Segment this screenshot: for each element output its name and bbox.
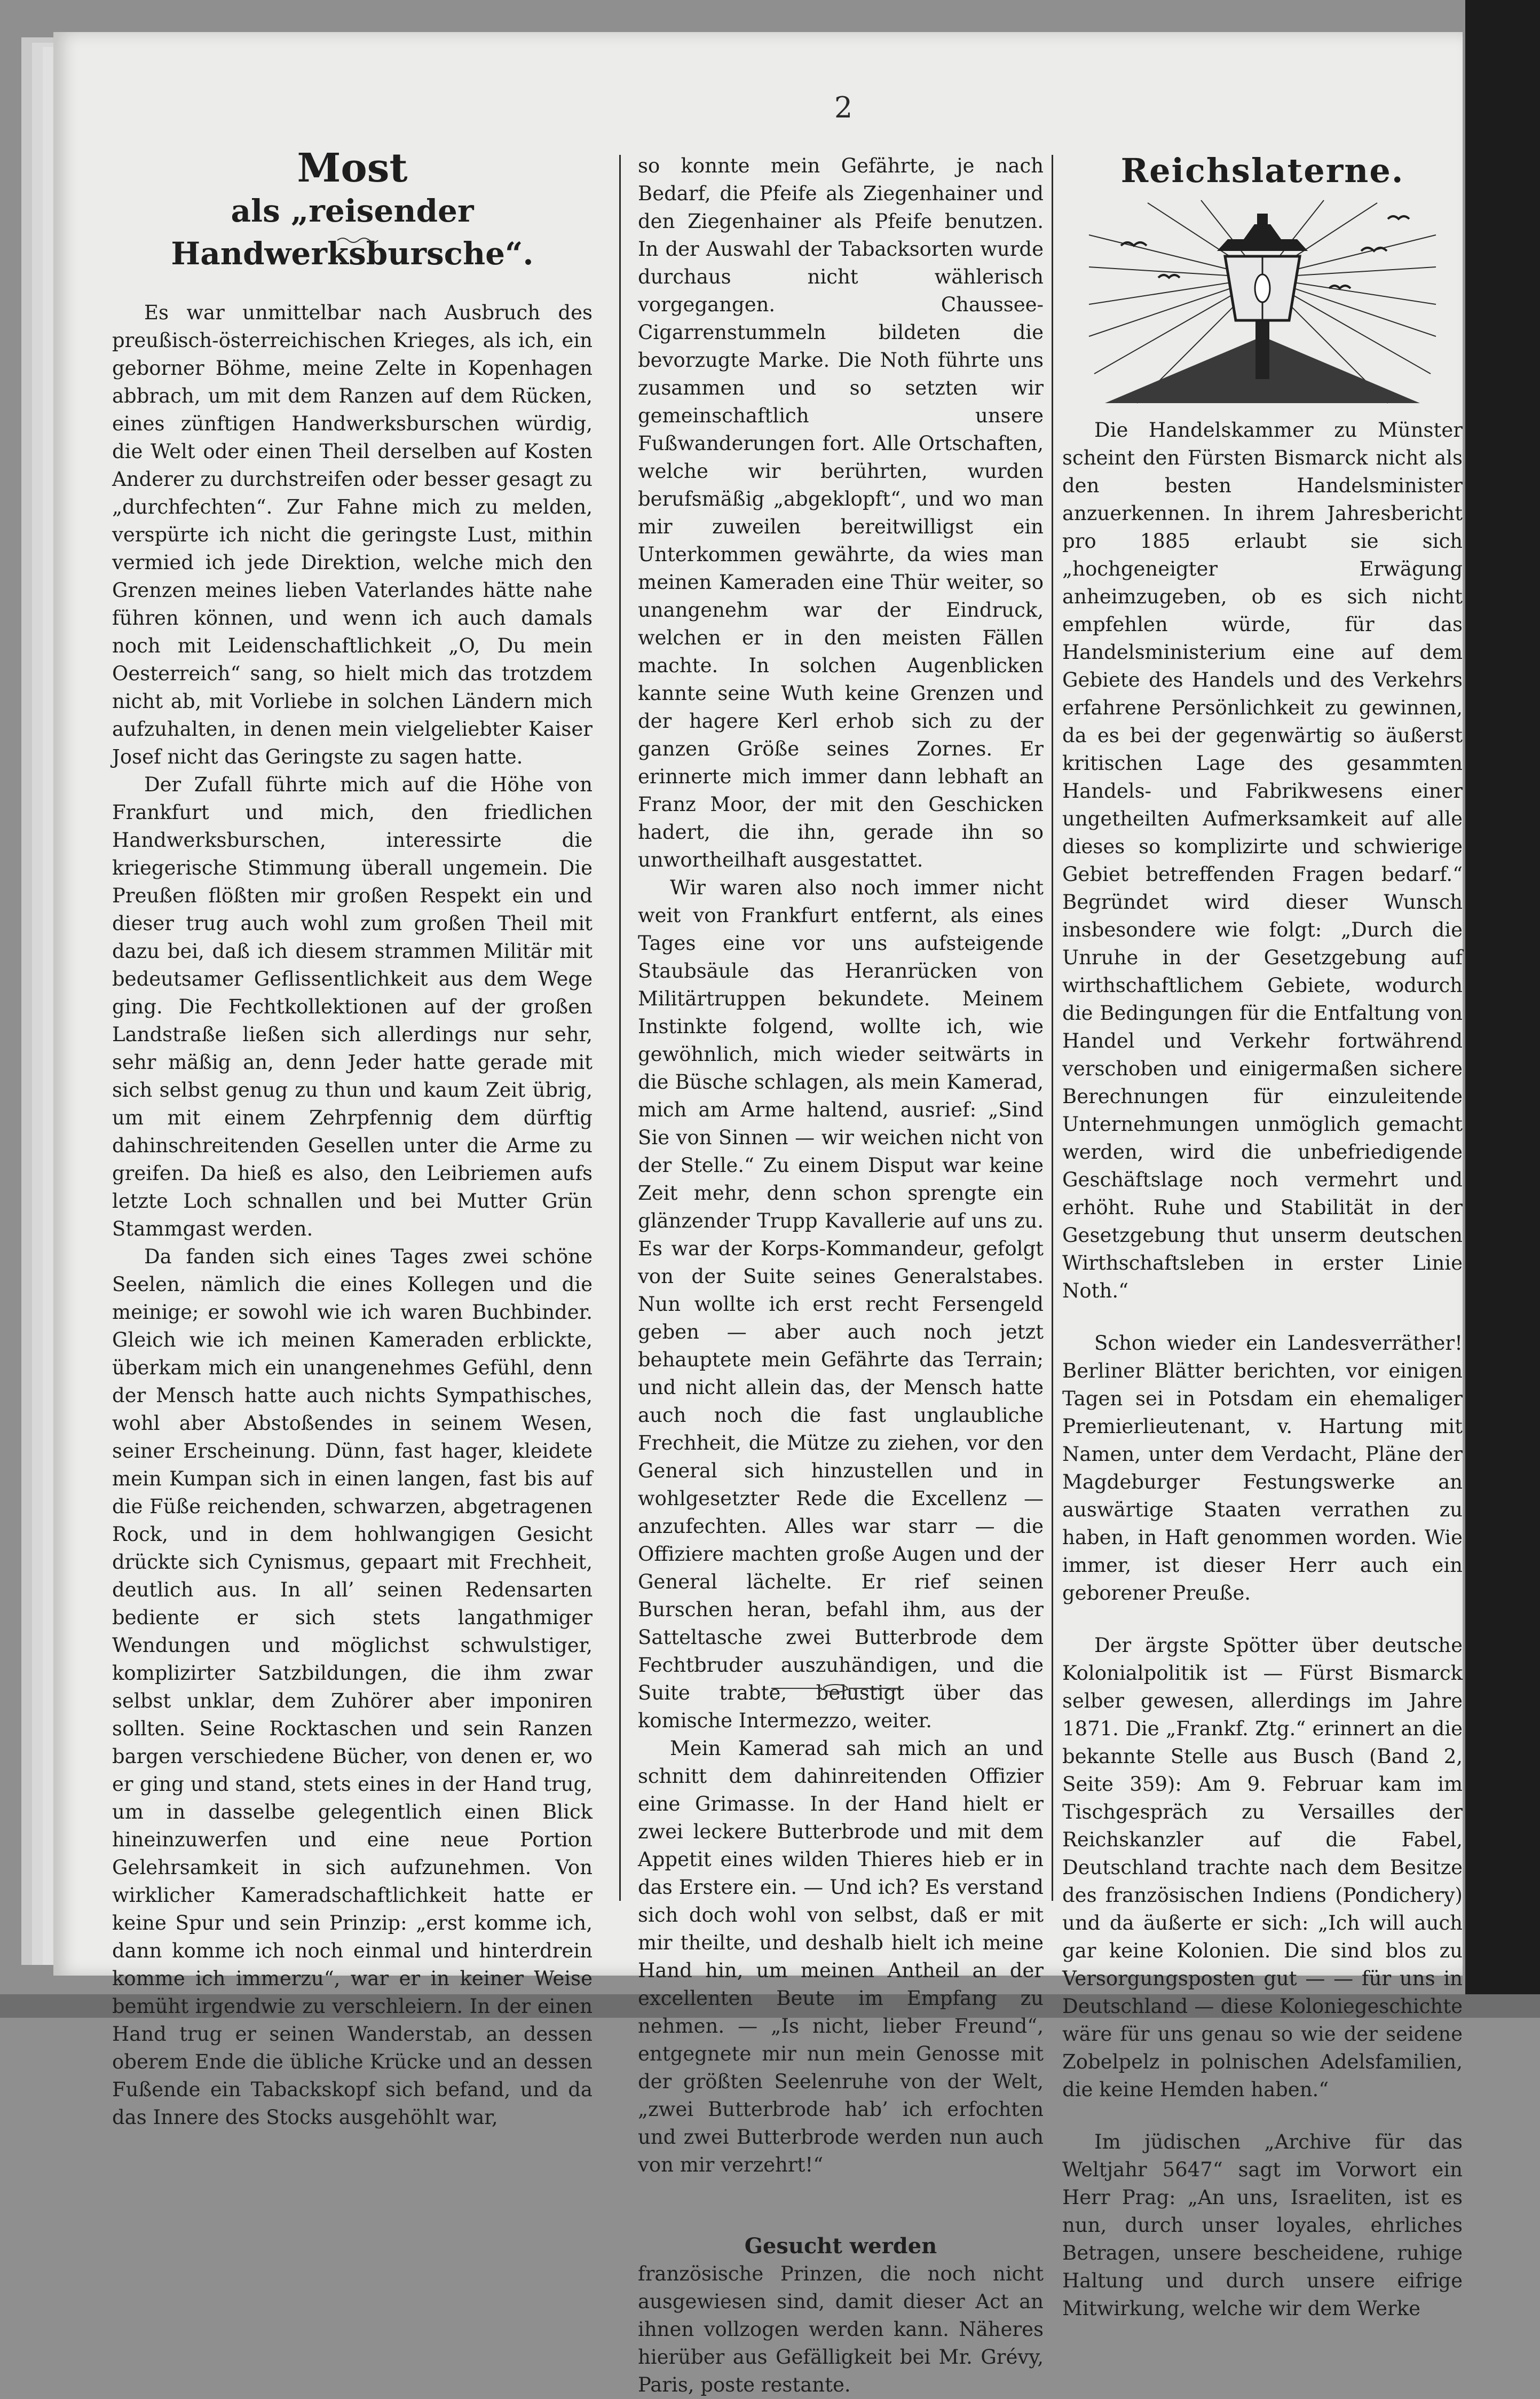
- ornamental-separator-icon: [771, 1682, 899, 1695]
- article-title: Most: [297, 145, 408, 191]
- spacer: [638, 2179, 1044, 2227]
- article-paragraph: Der Zufall führte mich auf die Höhe von Frankfurt und mich, den friedlichen Handwerksburschen, interessirte die kriegerische Stimmung überall ungemein. Die Preußen flößten mir großen Respekt ein und dieser trug auch wohl zum großen Theil mit dazu bei, daß ich diesem strammen Militär mit bedeutsamer Geflissentlichkeit aus dem Wege ging. Die Fechtkollektionen auf der großen Landstraße ließen sich allerdings nur sehr, sehr mäßig an, denn Jeder hatte gerade mit sich selbst genug zu thun und kaum Zeit übrig, um mit einem Zehrpfennig dem dürftig dahinschreitenden Gesellen unter die Arme zu greifen. Da hieß es also, den Leibriemen aufs letzte Loch schnallen und bei Mutter Grün Stammgast werden.: [112, 773, 593, 1240]
- column-rule: [1052, 155, 1053, 1901]
- column-rule: [619, 155, 621, 1901]
- article-paragraph: Wir waren also noch immer nicht weit von Frankfurt entfernt, als eines Tages eine vor uns aufsteigende Staubsäule das Heranrücken von Militärtruppen bekundete. Meinem Instinkte folgend, wollte ich, wie gewöhnlich, mich wieder seitwärts in die Büsche schlagen, als mein Kamerad, mich am Arme haltend, ausrief: „Sind Sie von Sinnen — wir weichen nicht von der Stelle.“ Zu einem Disput war keine Zeit mehr, denn schon sprengte ein glänzender Trupp Kavallerie auf uns zu. Es war der Korps-Kommandeur, gefolgt von der Suite seines Generalstabes. Nun wollte ich erst recht Fersengeld geben — aber auch noch jetzt behauptete mein Gefährte das Terrain; und nicht allein das, der Mensch hatte auch noch die fast unglaubliche Frechheit, die Mütze zu ziehen, vor den General sich hinzustellen und in wohlgesetzter Rede die Excellenz — anzufechten. Alles war starr — die Offiziere machten große Augen und der General lächelte. Er rief seinen Burschen heran, befahl ihm, aus der Satteltasche zwei Butterbrode dem Fechtbruder auszuhändigen, und die Suite trabte, belustigt über das komische Intermezzo, weiter.: [638, 876, 1044, 1732]
- page-number: 2: [834, 91, 853, 124]
- scan-background-edge: [1465, 0, 1540, 2018]
- news-item: [1062, 1632, 1463, 2104]
- news-item: [1062, 416, 1463, 1305]
- article-paragraph: Mein Kamerad sah mich an und schnitt dem dahinreitenden Offizier eine Grimasse. In der Hand hielt er zwei leckere Butterbrode und mit dem Appetit eines wilden Thieres hieb er in das Erstere ein. — Und ich? Es verstand sich doch wohl von selbst, daß er mit mir theilte, und deshalb hielt ich meine Hand hin, um meinen Antheil an der excellenten Beute im Empfang zu nehmen. — „Is nicht, lieber Freund“, entgegnete mir nun mein Genosse mit der größten Seelenruhe von der Welt, „zwei Butterbrode hab’ ich erfochten und zwei Butterbrode werden nun auch von mir verzehrt!“: [638, 1737, 1044, 2176]
- news-paragraph: Die Handelskammer zu Münster scheint den Fürsten Bismarck nicht als den besten Handelsminister anzuerkennen. In ihrem Jahresbericht pro 1885 erlaubt sie sich „hochgeneigter Erwägung anheimzugeben, ob es sich nicht empfehlen würde, für das Handelsministerium eine auf dem Gebiete des Handels und des Verkehrs erfahrene Persönlichkeit zu gewinnen, da es bei der gegenwärtig so äußerst kritischen Lage des gesammten Handels- und Fabrikwesens einer ungetheilten Aufmerksamkeit auf alle dieses so komplizirte und schwierige Gebiet betreffenden Fragen bedarf.“ Begründet wird dieser Wunsch insbesondere wie folgt: „Durch die Unruhe in der Gesetzgebung auf wirthschaftlichem Gebiete, wodurch die Bedingungen für die Entfaltung von Handel und Verkehr fortwährend verschoben und einigermaßen sichere Berechnungen für einzuleitende Unternehmungen unmöglich gemacht werden, wird die unbefriedigende Geschäftslage noch vermehrt und erhöht. Ruhe und Stabilität in der Gesetzgebung thut unserm deutschen Wirthschaftsleben in erster Linie Noth.“: [1062, 419, 1463, 1302]
- left-column: [112, 299, 593, 2129]
- title-ornament-icon: [336, 235, 379, 246]
- article-paragraph: so konnte mein Gefährte, je nach Bedarf, die Pfeife als Ziegenhainer und den Ziegenhainer als Pfeife benutzen. In der Auswahl der Tabacksorten wurde durchaus nicht wählerisch vorgegangen. Chaussee-Cigarrenstummeln bildeten die bevorzugte Marke. Die Noth führte uns zusammen und so setzten wir gemeinschaftlich unsere Fußwanderungen fort. Alle Ortschaften, welche wir berührten, wurden berufsmäßig „abgeklopft“, und wo man mir zuweilen bereitwilligst ein Unterkommen gewährte, da wies man meinen Kameraden eine Thür weiter, so unangenehm war der Eindruck, welchen er in den meisten Fällen machte. In solchen Augenblicken kannte seine Wuth keine Grenzen und der hagere Kerl erhob sich zu der ganzen Größe seines Zornes. Er erinnerte mich immer dann lebhaft an Franz Moor, der mit den Geschicken hadert, die ihn, gerade ihn so unwortheilhaft ausgestattet.: [638, 154, 1044, 871]
- news-paragraph: Im jüdischen „Archive für das Weltjahr 5647“ sagt im Vorwort ein Herr Prag: „An uns, Israeliten, ist es nun, durch unser loyales, ehrliches Betragen, unsere bescheidene, ruhige Haltung und durch unsere eifrige Mitwirkung, welche wir dem Werke: [1062, 2130, 1463, 2320]
- right-column: [1062, 416, 1463, 2320]
- article-paragraph: Es war unmittelbar nach Ausbruch des preußisch-österreichischen Krieges, als ich, ein geborner Böhme, meine Zelte in Kopenhagen abbrach, um mit dem Ranzen auf dem Rücken, eines zünftigen Handwerksburschen würdig, die Welt oder einen Theil derselben auf Kosten Anderer zu durchstreifen oder besser gesagt zu „durchfechten“. Zur Fahne mich zu melden, verspürte ich nicht die geringste Lust, mithin vermied ich jede Direktion, welche mich den Grenzen meines lieben Vaterlandes hätte nahe führen können, und wenn ich auch damals noch mit Leidenschaftlichkeit „O, Du mein Oesterreich“ sang, so hielt mich das trotzdem nicht ab, mit Vorliebe in solchen Ländern mich aufzuhalten, in denen mein vielgeliebter Kaiser Josef nicht das Geringste zu sagen hatte.: [112, 301, 593, 768]
- article-subtitle: als „reisender Handwerksbursche“.: [171, 193, 534, 272]
- lantern-illustration-icon: [1084, 198, 1441, 406]
- news-paragraph: Schon wieder ein Landesverräther! Berliner Blätter berichten, vor einigen Tagen sei in Potsdam ein ehemaliger Premierlieutenant, v. Hartung mit Namen, unter dem Verdacht, Pläne der Magdeburger Festungswerke an auswärtige Staaten verrathen zu haben, in Haft genommen worden. Wie immer, ist dieser Herr auch ein geborener Preuße.: [1062, 1332, 1463, 1604]
- notice-heading: Gesucht werden: [744, 2233, 937, 2259]
- section-title: Reichslaterne.: [1120, 151, 1404, 190]
- news-item: [1062, 2128, 1463, 2323]
- notice-text: französische Prinzen, die noch nicht ausgewiesen sind, damit dieser Act an ihnen vollzogen werden kann. Näheres hierüber aus Gefälligkeit bei Mr. Grévy, Paris, poste restante.: [638, 2262, 1044, 2396]
- news-item: [1062, 1330, 1463, 1607]
- middle-column: [638, 152, 1044, 2396]
- news-paragraph: Der ärgste Spötter über deutsche Kolonialpolitik ist — Fürst Bismarck selber gewesen, allerdings im Jahre 1871. Die „Frankf. Ztg.“ erinnert an die bekannte Stelle aus Busch (Band 2, Seite 359): Am 9. Februar kam im Tischgespräch zu Versailles der Reichskanzler auf die Fabel, Deutschland trachte nach dem Besitze des französischen Indiens (Pondichery) und da äußerte er sich: „Ich will auch gar keine Kolonien. Die sind blos zu Versorgungsposten gut — — für uns in Deutschland — diese Koloniegeschichte wäre für uns genau so wie der seidene Zobelpelz in polnischen Adelsfamilien, die keine Hemden haben.“: [1062, 1634, 1463, 2101]
- article-paragraph: Da fanden sich eines Tages zwei schöne Seelen, nämlich die eines Kollegen und die meinige; er sowohl wie ich waren Buchbinder. Gleich wie ich meinen Kameraden erblickte, überkam mich ein unangenehmes Gefühl, denn der Mensch hatte auch nichts Sympathisches, wohl aber Abstoßendes in seinem Wesen, seiner Erscheinung. Dünn, fast hager, kleidete mein Kumpan sich in einen langen, fast bis auf die Füße reichenden, schwarzen, abgetragenen Rock, und in dem hohlwangigen Gesicht drückte sich Cynismus, gepaart mit Frechheit, deutlich aus. In all’ seinen Redensarten bediente er sich stets langathmiger Wendungen und möglichst schwulstiger, komplizirter Satzbildungen, die ihm zwar selbst unklar, dem Zuhörer aber imponiren sollten. Seine Rocktaschen und sein Ranzen bargen verschiedene Bücher, von denen er, wo er ging und stand, stets eines in der Hand trug, um in dasselbe gelegentlich einen Blick hineinzuwerfen und eine neue Portion Gelehrsamkeit in sich aufzunehmen. Von wirklicher Kameradschaftlichkeit hatte er keine Spur und sein Prinzip: „erst komme ich, dann komme ich noch einmal und hinterdrein komme ich immerzu“, war er in keiner Weise bemüht irgendwie zu verschleiern. In der einen Hand trug er seinen Wanderstab, an dessen oberem Ende die übliche Krücke und an dessen Fußende ein Tabackskopf sich befand, und da das Innere des Stocks ausgehöhlt war,: [112, 1245, 593, 2129]
